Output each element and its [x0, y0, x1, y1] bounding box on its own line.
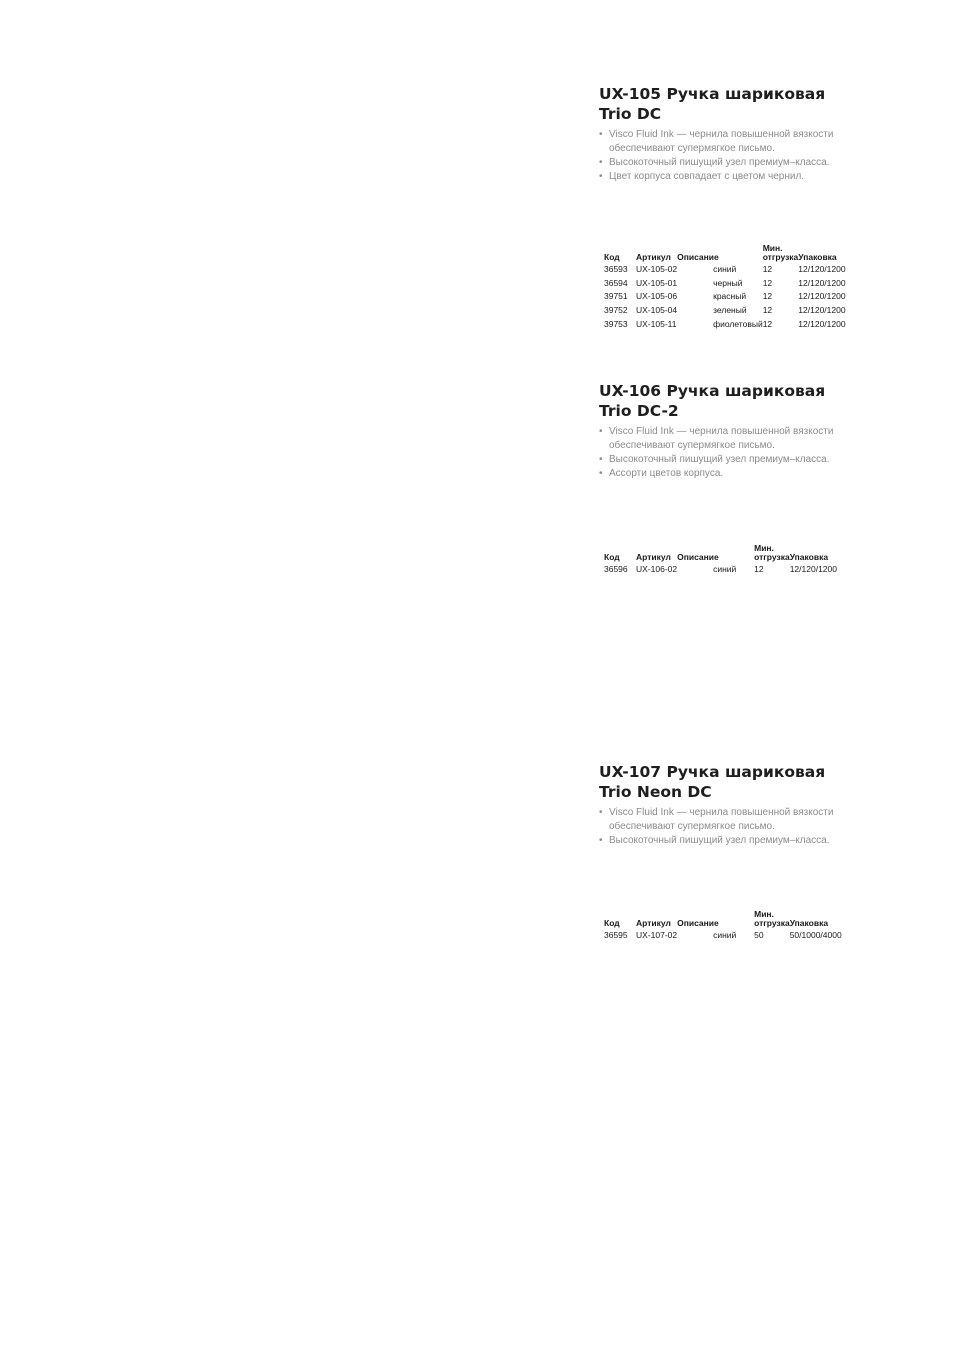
- header-package: Упаковка: [789, 551, 829, 562]
- product-title: UX-106 Ручка шариковая Trio DC-2: [599, 382, 826, 420]
- cell-code: 39753: [604, 318, 628, 329]
- cell-code: 36595: [604, 930, 628, 940]
- table-row: [604, 277, 850, 291]
- header-code: Код: [604, 251, 620, 262]
- cell-color: синий: [713, 930, 737, 940]
- cell-color: красный: [713, 291, 747, 302]
- header-description: Описание: [677, 917, 719, 928]
- cell-article: UX-105-01: [636, 277, 678, 288]
- feature-item: • Visco Fluid Ink — чернила повышенной вязкости обеспечивают супермягкое письмо.: [599, 128, 849, 156]
- cell-article: UX-107-02: [636, 930, 678, 940]
- cell-code: 36594: [604, 277, 628, 288]
- product-title: UX-105 Ручка шариковая Trio DC: [599, 85, 826, 123]
- feature-item: • Ассорти цветов корпуса.: [599, 467, 849, 481]
- cell-min: 12: [754, 564, 764, 574]
- cell-article: UX-105-11: [636, 318, 677, 329]
- product-block-ux-107: [599, 762, 849, 848]
- spec-table-ux-105: [604, 244, 850, 332]
- feature-list: [599, 806, 849, 848]
- spec-table-ux-106: [604, 544, 850, 577]
- cell-package: 12/120/1200: [789, 564, 837, 574]
- header-min-shipment-text: Мин. отгрузка: [762, 243, 799, 262]
- table-row: [604, 318, 850, 332]
- header-min-shipment: [754, 910, 790, 929]
- cell-article: UX-105-02: [636, 264, 678, 274]
- product-block-ux-106: [599, 381, 849, 481]
- feature-list: [599, 128, 849, 184]
- cell-min: 12: [762, 291, 773, 302]
- feature-list: [599, 425, 849, 481]
- table-row: [604, 304, 850, 318]
- header-package: Упаковка: [789, 917, 829, 928]
- cell-color: черный: [713, 277, 743, 288]
- cell-package: 12/120/1200: [798, 305, 846, 316]
- header-article: Артикул: [636, 917, 671, 928]
- cell-package: 12/120/1200: [798, 264, 846, 274]
- feature-item: • Цвет корпуса совпадает с цветом чернил.: [599, 170, 849, 184]
- table-row: [604, 929, 850, 943]
- cell-article: UX-106-02: [636, 564, 678, 574]
- header-code: Код: [604, 551, 620, 562]
- feature-item: • Высокоточный пишущий узел премиум–класса.: [599, 453, 849, 467]
- table-header-row: [604, 244, 850, 263]
- header-min-shipment-text: Мин. отгрузка: [754, 909, 790, 928]
- feature-item: • Высокоточный пишущий узел премиум–класса.: [599, 834, 849, 848]
- cell-code: 36593: [604, 264, 628, 274]
- header-description: Описание: [677, 551, 719, 562]
- cell-package: 12/120/1200: [798, 318, 846, 329]
- product-block-ux-105: [599, 84, 849, 184]
- cell-color: фиолетовый: [713, 318, 763, 329]
- header-min-shipment: [763, 244, 799, 263]
- feature-item: • Visco Fluid Ink — чернила повышенной вязкости обеспечивают супермягкое письмо.: [599, 425, 849, 453]
- header-package: Упаковка: [798, 251, 837, 262]
- cell-package: 12/120/1200: [798, 291, 846, 302]
- product-title: UX-107 Ручка шариковая Trio Neon DC: [599, 763, 826, 801]
- header-min-shipment: [754, 544, 790, 563]
- header-description: Описание: [677, 251, 719, 262]
- cell-article: UX-105-06: [636, 291, 678, 302]
- spec-table-ux-107: [604, 910, 850, 943]
- cell-color: синий: [713, 564, 737, 574]
- header-article: Артикул: [636, 251, 671, 262]
- table-row: [604, 290, 850, 304]
- cell-article: UX-105-04: [636, 305, 678, 316]
- cell-min: 12: [762, 318, 773, 329]
- table-row: [604, 263, 850, 277]
- cell-min: 12: [762, 277, 773, 288]
- cell-package: 12/120/1200: [798, 277, 846, 288]
- cell-min: 12: [762, 264, 773, 274]
- cell-code: 39751: [604, 291, 628, 302]
- cell-code: 36596: [604, 564, 628, 574]
- cell-color: зеленый: [713, 305, 747, 316]
- feature-item: • Высокоточный пишущий узел премиум–класса.: [599, 156, 849, 170]
- cell-code: 39752: [604, 305, 628, 316]
- cell-min: 12: [762, 305, 773, 316]
- table-row: [604, 563, 850, 577]
- cell-min: 50: [754, 930, 764, 940]
- table-header-row: [604, 544, 850, 563]
- cell-package: 50/1000/4000: [789, 930, 842, 940]
- cell-color: синий: [713, 264, 737, 274]
- header-article: Артикул: [636, 551, 671, 562]
- feature-item: • Visco Fluid Ink — чернила повышенной вязкости обеспечивают супермягкое письмо.: [599, 806, 849, 834]
- table-header-row: [604, 910, 850, 929]
- header-min-shipment-text: Мин. отгрузка: [754, 543, 790, 562]
- header-code: Код: [604, 917, 620, 928]
